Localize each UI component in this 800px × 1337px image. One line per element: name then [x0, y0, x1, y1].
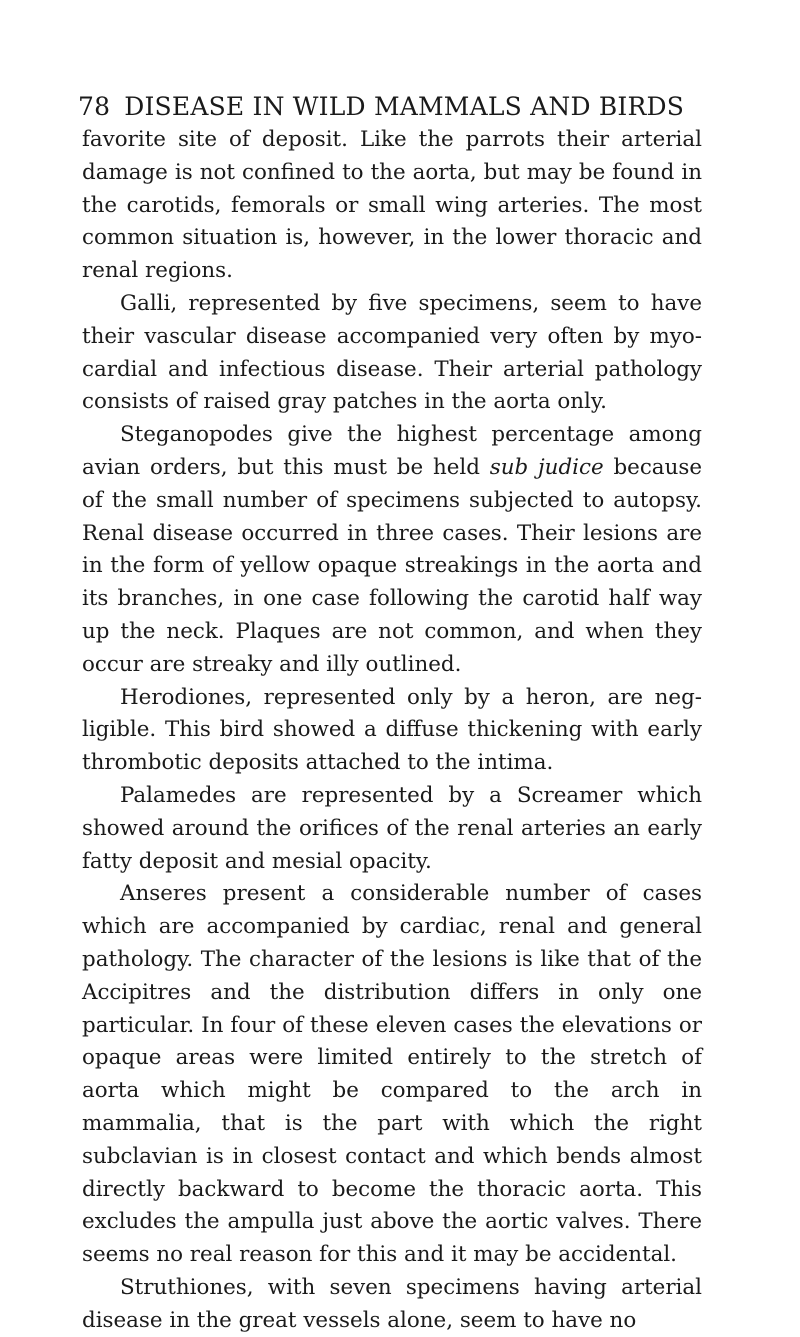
running-header: [78, 92, 698, 121]
paragraph-palamedes: Palamedes are represented by a Screamer which showed around the orifices of the renal arteries an early fatty deposit and mesial opacity.: [82, 782, 702, 874]
paragraph-anseres: Anseres present a considerable number of cases which are accompanied by cardiac, renal and general pathology. The character of the lesions is like that of the Accipitres and the distribution differs in only one particular. In four of these eleven cases the elevations or opaque areas were limited entirely to the stretch of aorta which might be compared to the arch in mammalia, that is the part with which the right subclavian is in closest contact and which bends almost directly backward to become the thoracic aorta. This excludes the ampulla just above the aortic valves. There seems no real reason for this and it may be accidental.: [82, 881, 702, 1268]
paragraph-steganopodes: [82, 419, 702, 681]
paragraph-steganopodes-part-1: Steganopodes give the highest percentage among avian orders, but this must be held: [82, 422, 702, 480]
running-title: DISEASE IN WILD MAMMALS AND BIRDS: [124, 92, 685, 121]
paragraph-continuation: favorite site of deposit. Like the parrots their arterial damage is not confined to the aorta, but may be found in the carotids, femorals or small wing arteries. The most common situation is, however, in the lower thoracic and renal regions.: [82, 127, 702, 284]
paragraph-steganopodes-part-2: because of the small number of specimens subjected to autopsy. Renal disease occurred in three cases. Their lesions are in the form of yellow opaque streakings in the aorta and its branches, in one case following the carotid half way up the neck. Plaques are not common, and when they occur are streaky and illy outlined.: [82, 454, 702, 677]
page-number: 78: [78, 92, 111, 121]
paragraph-herodiones: Herodiones, represented only by a heron, are neg-ligible. This bird showed a diffuse thickening with early thrombotic deposits attached to the intima.: [82, 684, 702, 776]
paragraph-struthiones: Struthiones, with seven specimens having arterial disease in the great vessels alone, seem to have no: [82, 1274, 702, 1333]
paragraph-galli: Galli, represented by five specimens, seem to have their vascular disease accompanied very often by myo-cardial and infectious disease. Their arterial pathology consists of raised gray patches in the aorta only.: [82, 290, 702, 415]
body-text: [82, 124, 702, 1337]
italic-phrase: sub judice: [489, 454, 604, 480]
